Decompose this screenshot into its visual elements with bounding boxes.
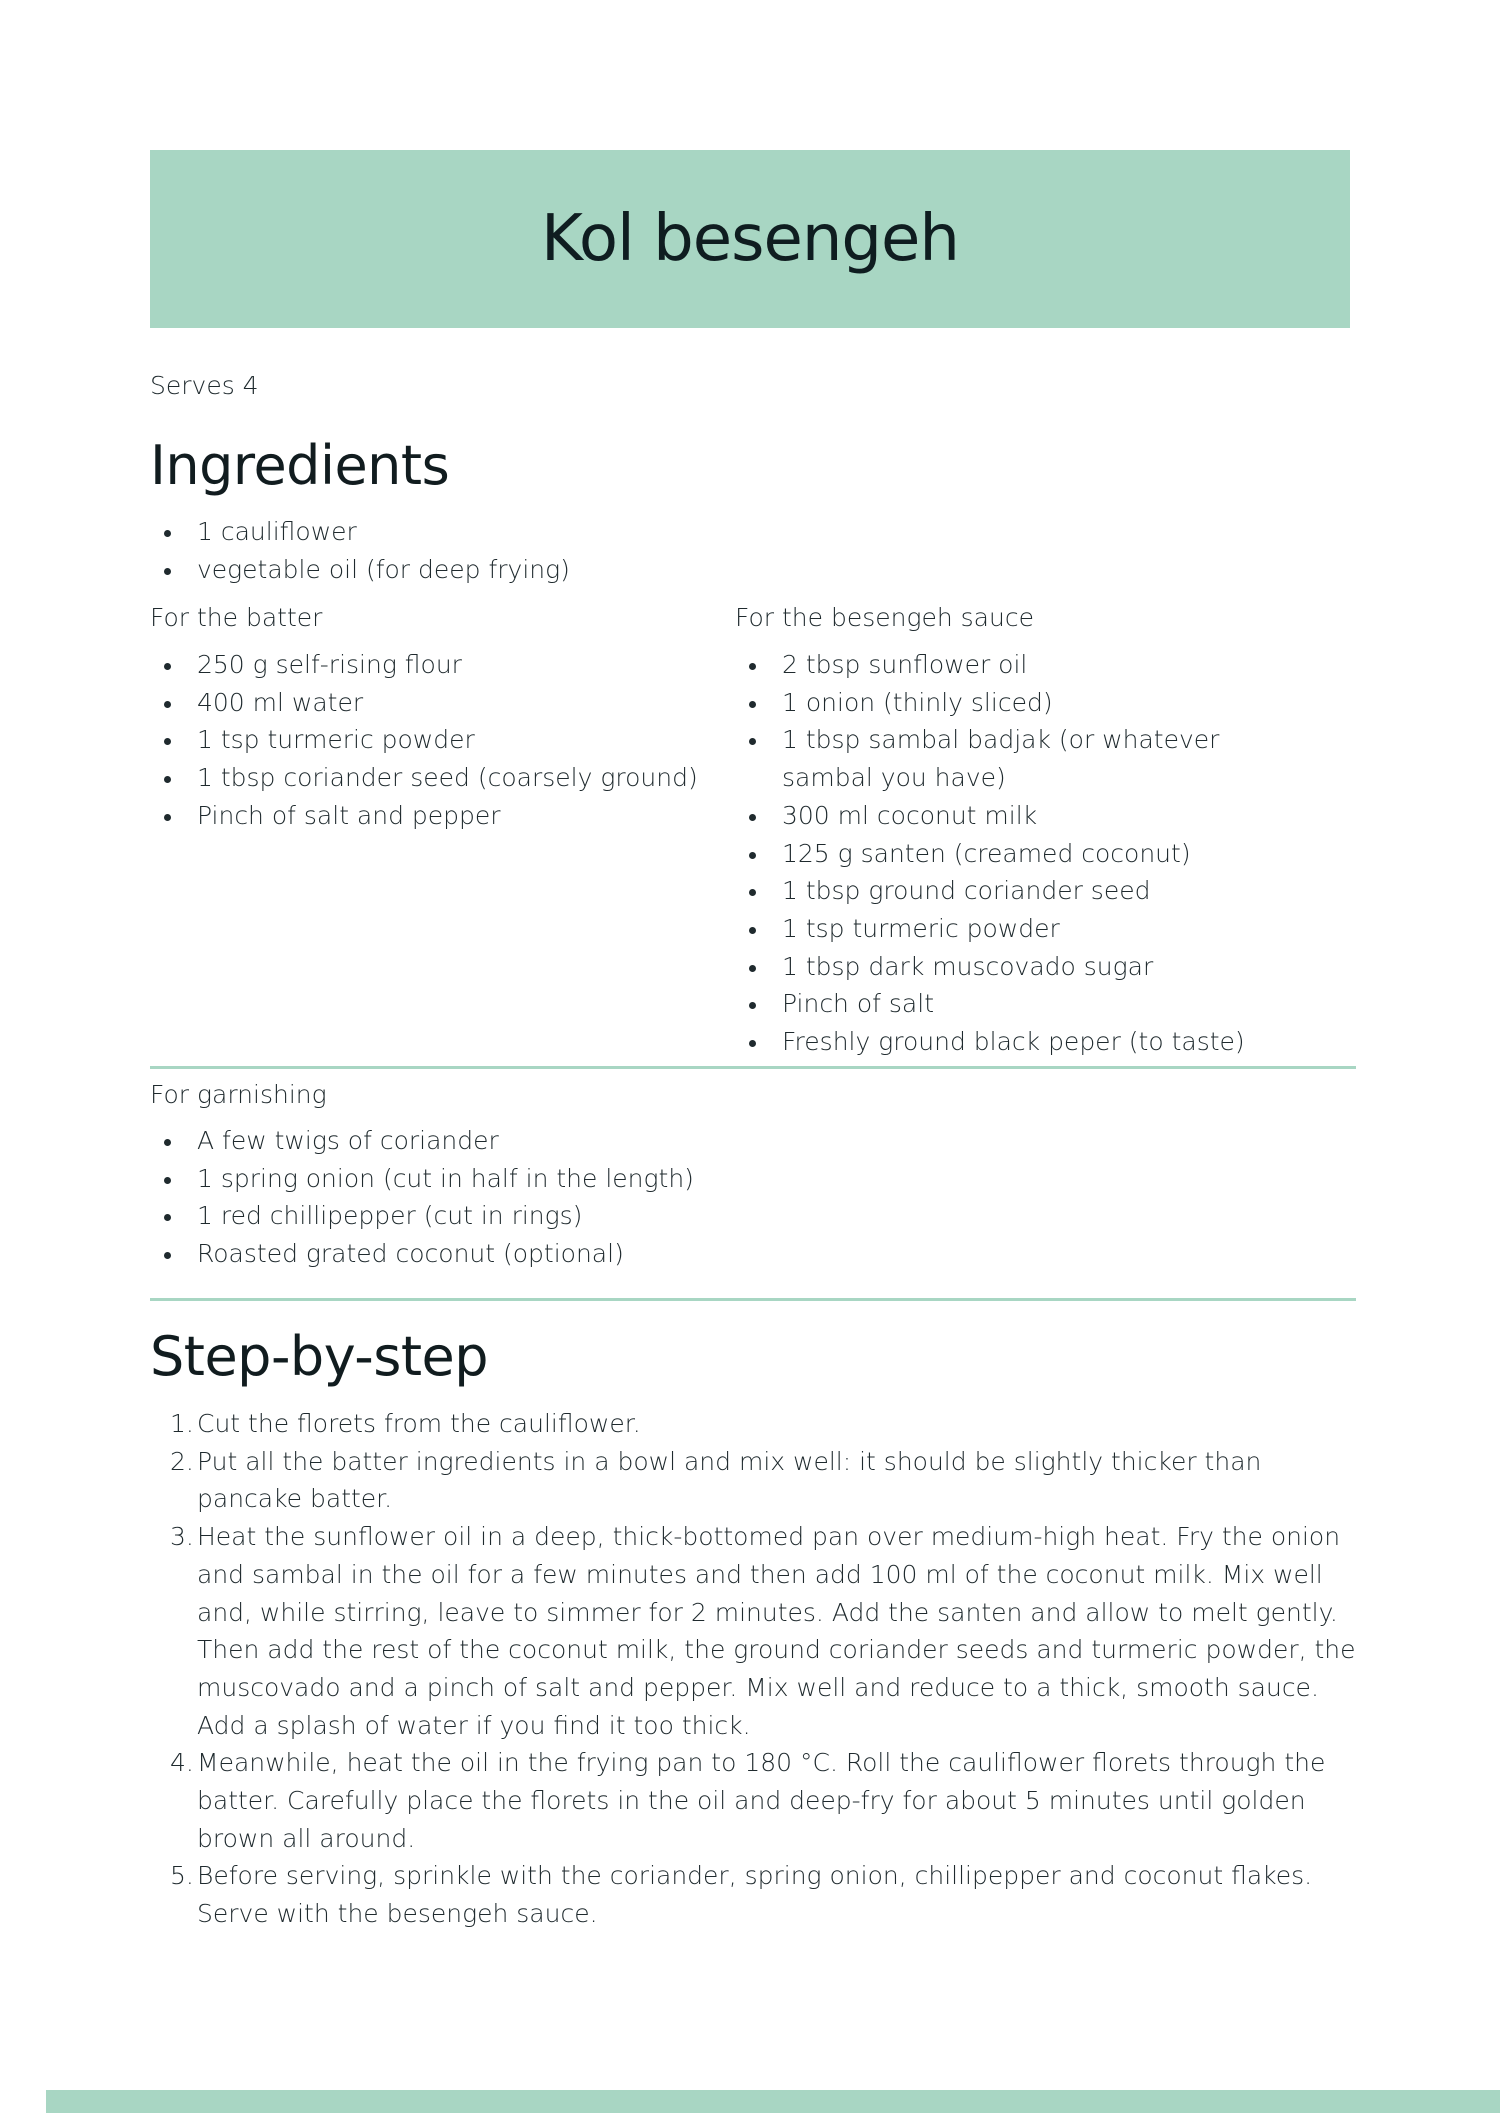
step-text: Before serving, sprinkle with the coriander, spring onion, chillipepper and coconut flakes. Serve with the besengeh sauce. [197, 1861, 1313, 1929]
step-number: 3. [170, 1522, 194, 1552]
list-item: A few twigs of coriander [150, 1122, 850, 1160]
step-text: Heat the sunflower oil in a deep, thick-bottomed pan over medium-high heat. Fry the onion and sambal in the oil for a few minutes and then add 100 ml of the coconut milk. Mix well and, while stirring, leave to simmer for 2 minutes. Add the santen and allow to melt gently. Then add the rest of the coconut milk, the ground coriander seeds and turmeric powder, the muscovado and a pinch of salt and pepper. Mix well and reduce to a thick, smooth sauce. Add a splash of water if you find it too thick. [197, 1522, 1356, 1740]
list-item: 1 cauliflower [150, 513, 570, 551]
list-item: 1 tsp turmeric powder [735, 910, 1295, 948]
list-item: 125 g santen (creamed coconut) [735, 835, 1295, 873]
list-item: 1 onion (thinly sliced) [735, 684, 1295, 722]
sauce-list [735, 646, 1295, 1061]
list-item: Pinch of salt [735, 985, 1295, 1023]
step-item [150, 1405, 1360, 1443]
serves-text: Serves 4 [150, 371, 259, 400]
list-item: 400 ml water [150, 684, 710, 722]
section-divider [150, 1298, 1356, 1301]
footer-bar [46, 2090, 1500, 2113]
sauce-label: For the besengeh sauce [735, 603, 1034, 632]
step-item [150, 1518, 1360, 1744]
step-number: 2. [170, 1446, 194, 1476]
ingredients-heading: Ingredients [150, 434, 450, 497]
garnish-label: For garnishing [150, 1080, 327, 1109]
list-item: 2 tbsp sunflower oil [735, 646, 1295, 684]
step-number: 1. [170, 1409, 194, 1438]
list-item: 1 tbsp coriander seed (coarsely ground) [150, 759, 710, 797]
section-divider [150, 1066, 1356, 1069]
list-item: Pinch of salt and pepper [150, 797, 710, 835]
title-banner [150, 150, 1350, 328]
list-item: 300 ml coconut milk [735, 797, 1295, 835]
list-item: 250 g self-rising flour [150, 646, 710, 684]
step-item [150, 1443, 1360, 1518]
list-item: Roasted grated coconut (optional) [150, 1235, 850, 1273]
list-item: vegetable oil (for deep frying) [150, 551, 570, 589]
step-item [150, 1857, 1360, 1932]
list-item: 1 tbsp ground coriander seed [735, 872, 1295, 910]
list-item: 1 tbsp sambal badjak (or whatever sambal you have) [735, 721, 1295, 796]
garnish-list [150, 1122, 850, 1273]
step-text: Put all the batter ingredients in a bowl and mix well: it should be slightly thicker than pancake batter. [197, 1446, 1262, 1514]
list-item: 1 tsp turmeric powder [150, 721, 710, 759]
recipe-title: Kol besengeh [541, 202, 959, 276]
main-ingredients-list [150, 513, 570, 588]
list-item: 1 tbsp dark muscovado sugar [735, 948, 1295, 986]
step-number: 4. [170, 1748, 194, 1778]
steps-heading: Step-by-step [150, 1325, 489, 1388]
batter-label: For the batter [150, 603, 323, 632]
list-item: 1 red chillipepper (cut in rings) [150, 1197, 850, 1235]
list-item: Freshly ground black peper (to taste) [735, 1023, 1295, 1061]
list-item: 1 spring onion (cut in half in the length) [150, 1160, 850, 1198]
step-item [150, 1744, 1360, 1857]
steps-list [150, 1405, 1360, 1933]
batter-list [150, 646, 710, 835]
step-text: Cut the florets from the cauliflower. [197, 1409, 641, 1438]
step-text: Meanwhile, heat the oil in the frying pan to 180 °C. Roll the cauliflower florets through the batter. Carefully place the florets in the oil and deep-fry for about 5 minutes until golden brown all around. [197, 1748, 1326, 1853]
step-number: 5. [170, 1861, 194, 1891]
